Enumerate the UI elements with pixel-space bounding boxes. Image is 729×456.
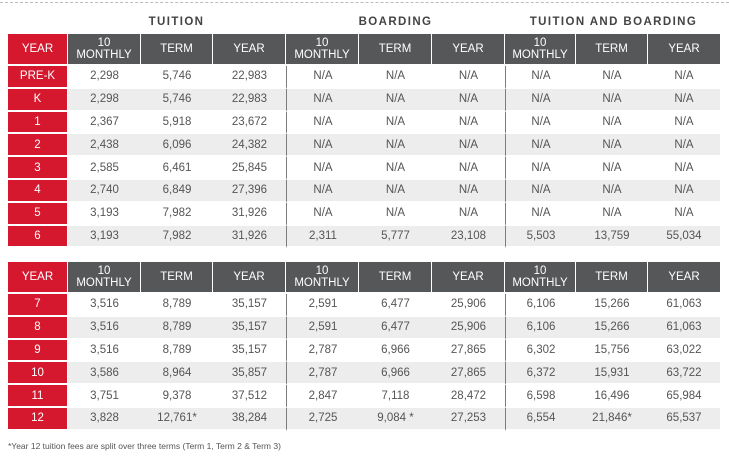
fee-cell: 8,789	[141, 294, 213, 317]
fee-cell: N/A	[648, 66, 720, 89]
fee-cell: 6,554	[505, 408, 576, 431]
fee-cell: 8,789	[141, 340, 213, 363]
table-header-row	[8, 262, 720, 294]
fee-cell: 2,787	[286, 340, 359, 363]
fee-cell: 37,512	[213, 385, 286, 408]
fee-cell: N/A	[286, 89, 359, 112]
col-header-boarding-term: TERM	[359, 262, 432, 294]
fee-cell: N/A	[286, 112, 359, 135]
fee-cell: N/A	[576, 66, 648, 89]
fee-cell: 35,157	[213, 294, 286, 317]
row-year-label: 2	[8, 134, 68, 157]
col-header-year: YEAR	[8, 262, 68, 294]
fee-cell: 13,759	[576, 226, 648, 249]
fee-cell: 27,865	[432, 362, 505, 385]
fee-cell: N/A	[505, 112, 576, 135]
fee-cell: 2,298	[68, 89, 141, 112]
fee-cell: 3,751	[68, 385, 141, 408]
fee-cell: 9,378	[141, 385, 213, 408]
fee-cell: 3,516	[68, 294, 141, 317]
fee-cell: N/A	[576, 157, 648, 180]
fee-cell: 2,438	[68, 134, 141, 157]
fee-cell: 65,984	[648, 385, 720, 408]
fee-cell: 5,746	[141, 66, 213, 89]
col-header-tuition-year: YEAR	[213, 262, 286, 294]
col-header-boarding-term: TERM	[359, 34, 432, 66]
table-row	[8, 180, 720, 203]
fee-cell: 2,367	[68, 112, 141, 135]
col-header-boarding-year: YEAR	[432, 34, 505, 66]
fee-cell: N/A	[432, 66, 505, 89]
fee-cell: 15,756	[576, 340, 648, 363]
fee-cell: 5,777	[359, 226, 432, 249]
table-row	[8, 408, 720, 431]
fee-cell: N/A	[286, 203, 359, 226]
fee-cell: N/A	[505, 66, 576, 89]
fee-cell: 2,591	[286, 317, 359, 340]
fee-cell: N/A	[286, 180, 359, 203]
fee-cell: N/A	[286, 66, 359, 89]
fee-cell: 7,118	[359, 385, 432, 408]
footnote: *Year 12 tuition fees are split over three terms (Term 1, Term 2 & Term 3)	[8, 441, 281, 451]
col-header-combined-year: YEAR	[648, 262, 720, 294]
fee-cell: 8,789	[141, 317, 213, 340]
fee-cell: 24,382	[213, 134, 286, 157]
fee-cell: 15,266	[576, 294, 648, 317]
fee-cell: 55,034	[648, 226, 720, 249]
table-row	[8, 294, 720, 317]
row-year-label: 5	[8, 203, 68, 226]
fee-cell: 2,787	[286, 362, 359, 385]
fee-cell: 25,845	[213, 157, 286, 180]
col-header-tuition-monthly: 10 MONTHLY	[68, 34, 141, 66]
fee-cell: 7,982	[141, 226, 213, 249]
fee-cell: N/A	[432, 134, 505, 157]
fee-cell: N/A	[432, 180, 505, 203]
col-header-combined-year: YEAR	[648, 34, 720, 66]
fee-cell: 6,096	[141, 134, 213, 157]
fee-cell: N/A	[576, 203, 648, 226]
fee-cell: N/A	[505, 203, 576, 226]
fee-cell: 38,284	[213, 408, 286, 431]
section-header-boarding: BOARDING	[358, 16, 433, 28]
fee-cell: N/A	[648, 112, 720, 135]
fee-cell: N/A	[648, 157, 720, 180]
table-row	[8, 340, 720, 363]
fee-cell: 31,926	[213, 203, 286, 226]
fee-cell: 22,983	[213, 89, 286, 112]
fee-cell: 28,472	[432, 385, 505, 408]
col-header-tuition-term: TERM	[141, 262, 213, 294]
fee-cell: 35,157	[213, 317, 286, 340]
fee-cell: 16,496	[576, 385, 648, 408]
fee-cell: 3,516	[68, 317, 141, 340]
col-header-boarding-year: YEAR	[432, 262, 505, 294]
fee-cell: N/A	[432, 157, 505, 180]
fee-cell: 6,106	[505, 317, 576, 340]
table-row	[8, 134, 720, 157]
fee-cell: 25,906	[432, 294, 505, 317]
fee-cell: 61,063	[648, 294, 720, 317]
col-header-tuition-year: YEAR	[213, 34, 286, 66]
fee-cell: 25,906	[432, 317, 505, 340]
col-header-boarding-monthly: 10 MONTHLY	[286, 34, 359, 66]
fee-cell: 7,982	[141, 203, 213, 226]
table-row	[8, 89, 720, 112]
section-header-tuition: TUITION	[148, 16, 205, 28]
fee-cell: 15,931	[576, 362, 648, 385]
fee-cell: N/A	[359, 66, 432, 89]
fee-cell: 3,193	[68, 203, 141, 226]
col-header-tuition-term: TERM	[141, 34, 213, 66]
fee-cell: N/A	[648, 203, 720, 226]
fee-cell: 65,537	[648, 408, 720, 431]
fee-cell: N/A	[359, 157, 432, 180]
fee-cell: 6,966	[359, 362, 432, 385]
fee-cell: 9,084 *	[359, 408, 432, 431]
fee-cell: 63,022	[648, 340, 720, 363]
fee-cell: 6,461	[141, 157, 213, 180]
row-year-label: 4	[8, 180, 68, 203]
row-year-label: 8	[8, 317, 68, 340]
fee-cell: N/A	[359, 89, 432, 112]
table-row	[8, 157, 720, 180]
fee-cell: N/A	[359, 134, 432, 157]
col-header-combined-monthly: 10 MONTHLY	[505, 262, 576, 294]
fee-cell: 2,847	[286, 385, 359, 408]
fee-cell: 6,966	[359, 340, 432, 363]
col-header-year: YEAR	[8, 34, 68, 66]
fee-cell: 2,725	[286, 408, 359, 431]
fee-cell: N/A	[505, 180, 576, 203]
fee-cell: 2,298	[68, 66, 141, 89]
fee-cell: 35,157	[213, 340, 286, 363]
fee-cell: 6,372	[505, 362, 576, 385]
fee-cell: 21,846*	[576, 408, 648, 431]
fee-cell: 2,591	[286, 294, 359, 317]
fees-table-senior	[8, 262, 720, 431]
fee-cell: 15,266	[576, 317, 648, 340]
row-year-label: 1	[8, 112, 68, 135]
fee-cell: 2,311	[286, 226, 359, 249]
col-header-combined-monthly: 10 MONTHLY	[505, 34, 576, 66]
fee-cell: N/A	[432, 203, 505, 226]
fee-cell: N/A	[576, 89, 648, 112]
fee-cell: N/A	[505, 89, 576, 112]
row-year-label: 12	[8, 408, 68, 431]
fee-cell: 61,063	[648, 317, 720, 340]
row-year-label: 10	[8, 362, 68, 385]
fee-cell: N/A	[648, 180, 720, 203]
fee-cell: 3,193	[68, 226, 141, 249]
fee-cell: N/A	[576, 134, 648, 157]
fee-cell: 22,983	[213, 66, 286, 89]
fee-cell: 3,586	[68, 362, 141, 385]
col-header-boarding-monthly: 10 MONTHLY	[286, 262, 359, 294]
fee-cell: N/A	[505, 134, 576, 157]
table-row	[8, 317, 720, 340]
fee-cell: N/A	[648, 134, 720, 157]
fee-cell: 6,106	[505, 294, 576, 317]
table-row	[8, 362, 720, 385]
row-year-label: 9	[8, 340, 68, 363]
fee-cell: N/A	[505, 157, 576, 180]
fee-cell: 6,477	[359, 317, 432, 340]
table-row	[8, 226, 720, 249]
fee-cell: N/A	[359, 180, 432, 203]
fee-cell: 2,585	[68, 157, 141, 180]
table-row	[8, 203, 720, 226]
fee-cell: 2,740	[68, 180, 141, 203]
row-year-label: 11	[8, 385, 68, 408]
fee-cell: 27,396	[213, 180, 286, 203]
fee-cell: 6,598	[505, 385, 576, 408]
fees-table-junior	[8, 34, 720, 248]
fee-cell: 35,857	[213, 362, 286, 385]
fee-cell: 31,926	[213, 226, 286, 249]
fee-cell: 27,865	[432, 340, 505, 363]
fee-cell: 8,964	[141, 362, 213, 385]
table-row	[8, 66, 720, 89]
table-row	[8, 385, 720, 408]
row-year-label: PRE-K	[8, 66, 68, 89]
dashed-divider	[0, 2, 729, 3]
fee-cell: N/A	[432, 112, 505, 135]
fee-cell: N/A	[432, 89, 505, 112]
col-header-combined-term: TERM	[576, 262, 648, 294]
fee-cell: N/A	[648, 89, 720, 112]
fee-cell: 3,516	[68, 340, 141, 363]
row-year-label: K	[8, 89, 68, 112]
fee-cell: 3,828	[68, 408, 141, 431]
col-header-combined-term: TERM	[576, 34, 648, 66]
fee-cell: 5,746	[141, 89, 213, 112]
fee-cell: N/A	[576, 112, 648, 135]
fee-cell: N/A	[286, 134, 359, 157]
fee-cell: 6,477	[359, 294, 432, 317]
fee-cell: N/A	[576, 180, 648, 203]
fee-cell: 6,849	[141, 180, 213, 203]
table-header-row	[8, 34, 720, 66]
fee-cell: 12,761*	[141, 408, 213, 431]
fee-cell: 23,108	[432, 226, 505, 249]
fee-cell: 63,722	[648, 362, 720, 385]
fee-cell: N/A	[286, 157, 359, 180]
fee-cell: 27,253	[432, 408, 505, 431]
row-year-label: 3	[8, 157, 68, 180]
fee-cell: 23,672	[213, 112, 286, 135]
col-header-tuition-monthly: 10 MONTHLY	[68, 262, 141, 294]
fee-cell: 5,503	[505, 226, 576, 249]
fee-cell: 5,918	[141, 112, 213, 135]
fee-cell: N/A	[359, 203, 432, 226]
fee-cell: N/A	[359, 112, 432, 135]
fee-cell: 6,302	[505, 340, 576, 363]
row-year-label: 6	[8, 226, 68, 249]
section-header-tuition-and-boarding: TUITION AND BOARDING	[529, 16, 698, 28]
table-row	[8, 112, 720, 135]
row-year-label: 7	[8, 294, 68, 317]
